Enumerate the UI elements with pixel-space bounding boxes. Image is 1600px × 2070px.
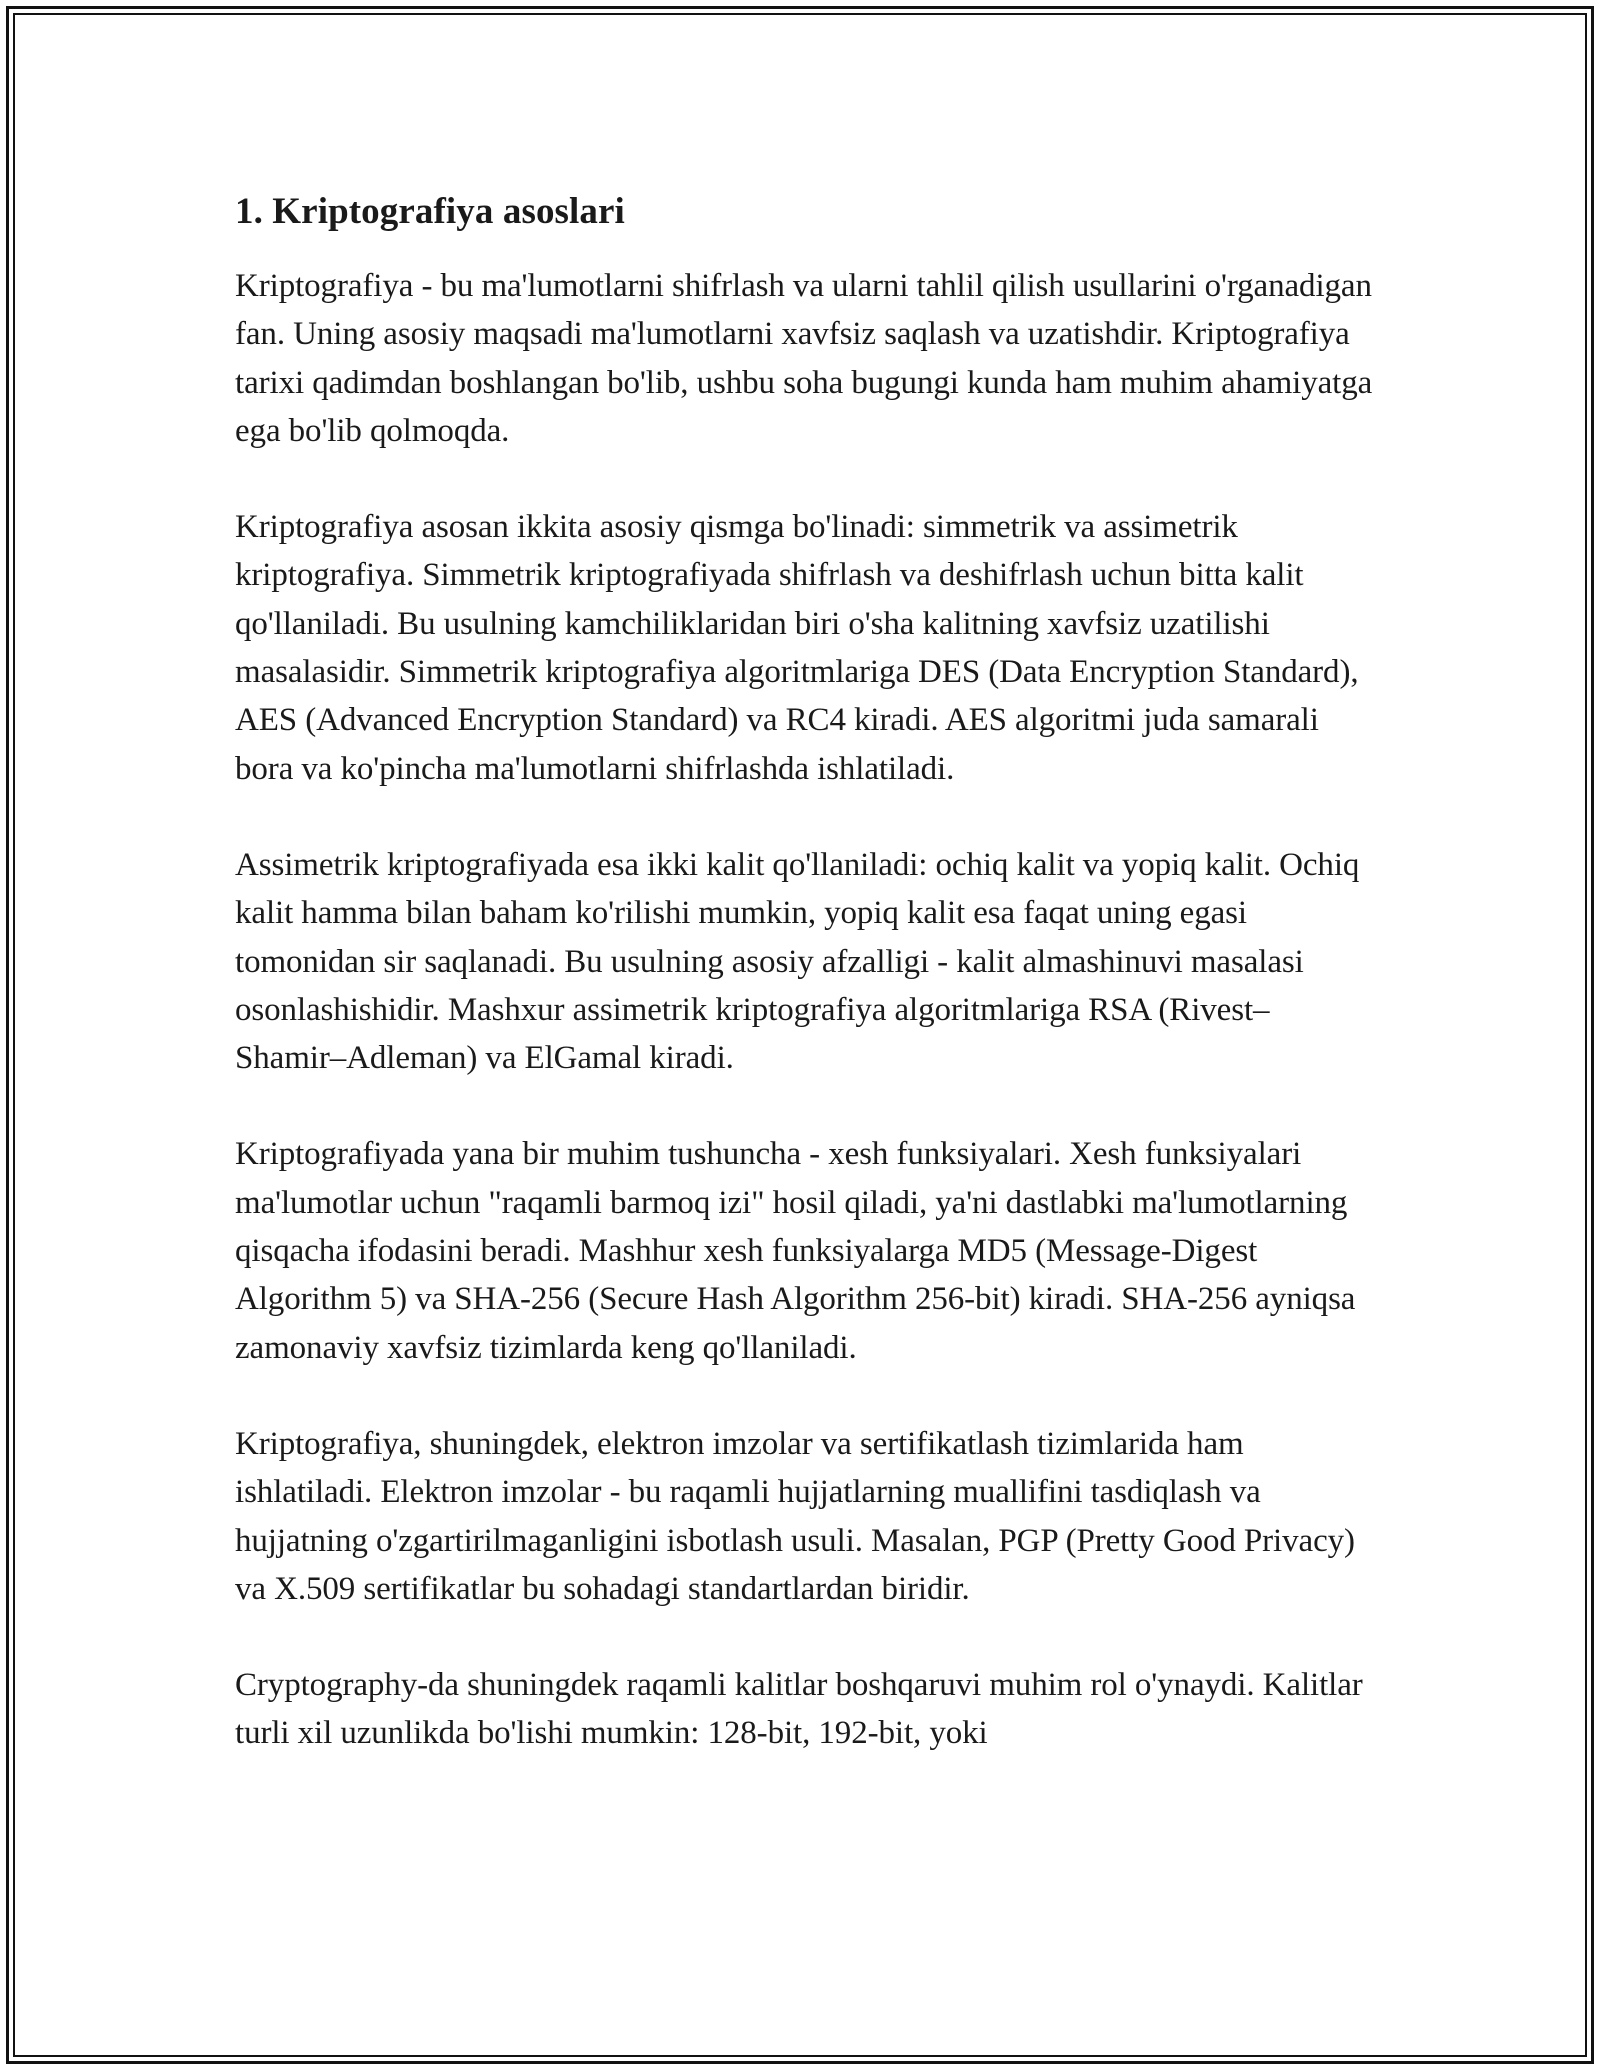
paragraph-key-management: Cryptography-da shuningdek raqamli kalitlar boshqaruvi muhim rol o'ynaydi. Kalitlar turli xil uzunlikda bo'lishi mumkin: 128-bit, 192-bit, yoki bbox=[235, 1667, 1363, 1752]
paragraph-symmetric: Kriptografiya asosan ikkita asosiy qismga bo'linadi: simmetrik va assimetrik kriptografiya. Simmetrik kriptografiyada shifrlash va deshifrlash uchun bitta kalit qo'llaniladi. Bu usulning kamchiliklaridan biri o'sha kalitning xavfsiz uzatilishi masalasidir. Simmetrik kriptografiya algoritmlariga DES (Data Encryption Standard), AES (Advanced Encryption Standard) va RC4 kiradi. AES algoritmi juda samarali bora va ko'pincha ma'lumotlarni shifrlashda ishlatiladi. bbox=[235, 509, 1359, 787]
paragraph-intro: Kriptografiya - bu ma'lumotlarni shifrlash va ularni tahlil qilish usullarini o'rganadigan fan. Uning asosiy maqsadi ma'lumotlarni xavfsiz saqlash va uzatishdir. Kriptografiya tarixi qadimdan boshlangan bo'lib, ushbu soha bugungi kunda ham muhim ahamiyatga ega bo'lib qolmoqda. bbox=[235, 268, 1373, 449]
document-body bbox=[235, 186, 1375, 1806]
paragraph-digital-signatures: Kriptografiya, shuningdek, elektron imzolar va sertifikatlash tizimlarida ham ishlatiladi. Elektron imzolar - bu raqamli hujjatlarning muallifini tasdiqlash va hujjatning o'zgartirilmaganligini isbotlash usuli. Masalan, PGP (Pretty Good Privacy) va X.509 sertifikatlar bu sohadagi standartlardan biridir. bbox=[235, 1425, 1355, 1607]
section-heading: 1. Kriptografiya asoslari bbox=[235, 191, 625, 232]
paragraph-hash-functions: Kriptografiyada yana bir muhim tushuncha - xesh funksiyalari. Xesh funksiyalari ma'lumotlar uchun "raqamli barmoq izi" hosil qiladi, ya'ni dastlabki ma'lumotlarning qisqacha ifodasini beradi. Mashhur xesh funksiyalarga MD5 (Message-Digest Algorithm 5) va SHA-256 (Secure Hash Algorithm 256-bit) kiradi. SHA-256 ayniqsa zamonaviy xavfsiz tizimlarda keng qo'llaniladi. bbox=[235, 1136, 1356, 1366]
paragraph-asymmetric: Assimetrik kriptografiyada esa ikki kalit qo'llaniladi: ochiq kalit va yopiq kalit. Ochiq kalit hamma bilan baham ko'rilishi mumkin, yopiq kalit esa faqat uning egasi tomonidan sir saqlanadi. Bu usulning asosiy afzalligi - kalit almashinuvi masalasi osonlashishidir. Mashxur assimetrik kriptografiya algoritmlariga RSA (Rivest–Shamir–Adleman) va ElGamal kiradi. bbox=[235, 846, 1360, 1077]
